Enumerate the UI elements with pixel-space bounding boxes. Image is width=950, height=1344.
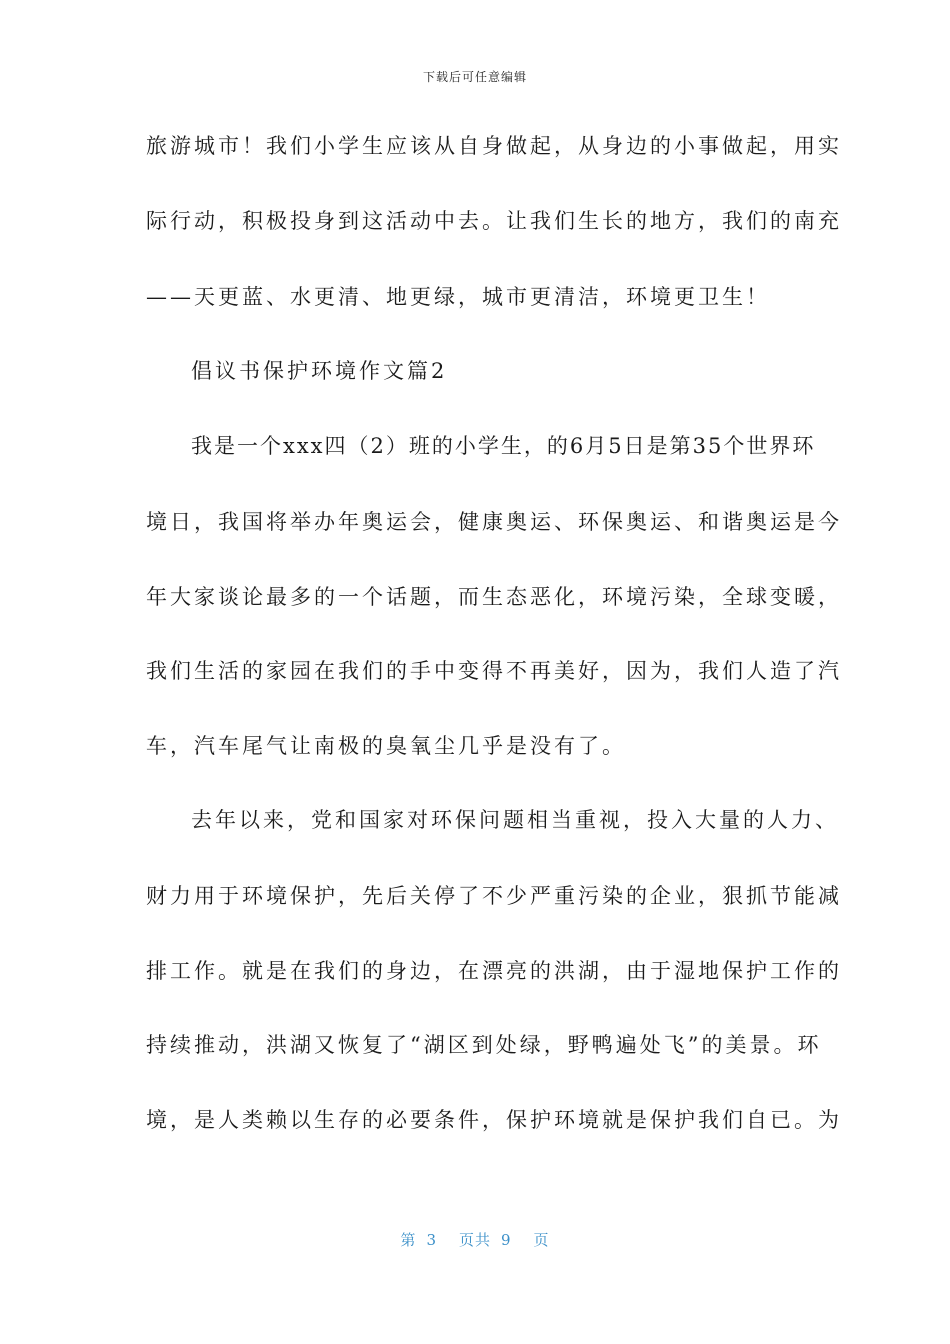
text-line: 财力用于环境保护，先后关停了不少严重污染的企业，狠抓节能减 [146,884,842,908]
text-line: 境，是人类赖以生存的必要条件，保护环境就是保护我们自已。为 [146,1108,842,1132]
text-line: 际行动，积极投身到这活动中去。让我们生长的地方，我们的南充 [146,209,842,233]
text-line: ——天更蓝、水更清、地更绿，城市更清洁，环境更卫生！ [146,285,770,309]
page-footer [0,1229,950,1250]
page-header: 下载后可任意编辑 [422,70,527,84]
text-line: 持续推动，洪湖又恢复了“湖区到处绿，野鸭遍处飞”的美景。环 [146,1033,822,1057]
text-line: 排工作。就是在我们的身边，在漂亮的洪湖，由于湿地保护工作的 [146,959,842,983]
total-suffix: 页 [533,1231,550,1249]
total-pages-number: 9 [501,1231,512,1249]
text-line: 我是一个xxx四（2）班的小学生，的6月5日是第35个世界环 [191,434,816,458]
text-line: 我们生活的家园在我们的手中变得不再美好，因为，我们人造了汽 [146,659,842,683]
text-line: 旅游城市！我们小学生应该从自身做起，从身边的小事做起，用实 [146,134,842,158]
section-heading: 倡议书保护环境作文篇2 [191,359,448,383]
text-line: 境日，我国将举办年奥运会，健康奥运、环保奥运、和谐奥运是今 [146,510,842,534]
text-line: 去年以来，党和国家对环保问题相当重视，投入大量的人力、 [191,808,839,832]
current-page-number: 3 [426,1231,437,1249]
page-suffix: 页共 [458,1231,491,1249]
page-label: 第 [400,1231,417,1249]
text-line: 年大家谈论最多的一个话题，而生态恶化，环境污染，全球变暖， [146,585,842,609]
text-line: 车，汽车尾气让南极的臭氧尘几乎是没有了。 [146,734,626,758]
